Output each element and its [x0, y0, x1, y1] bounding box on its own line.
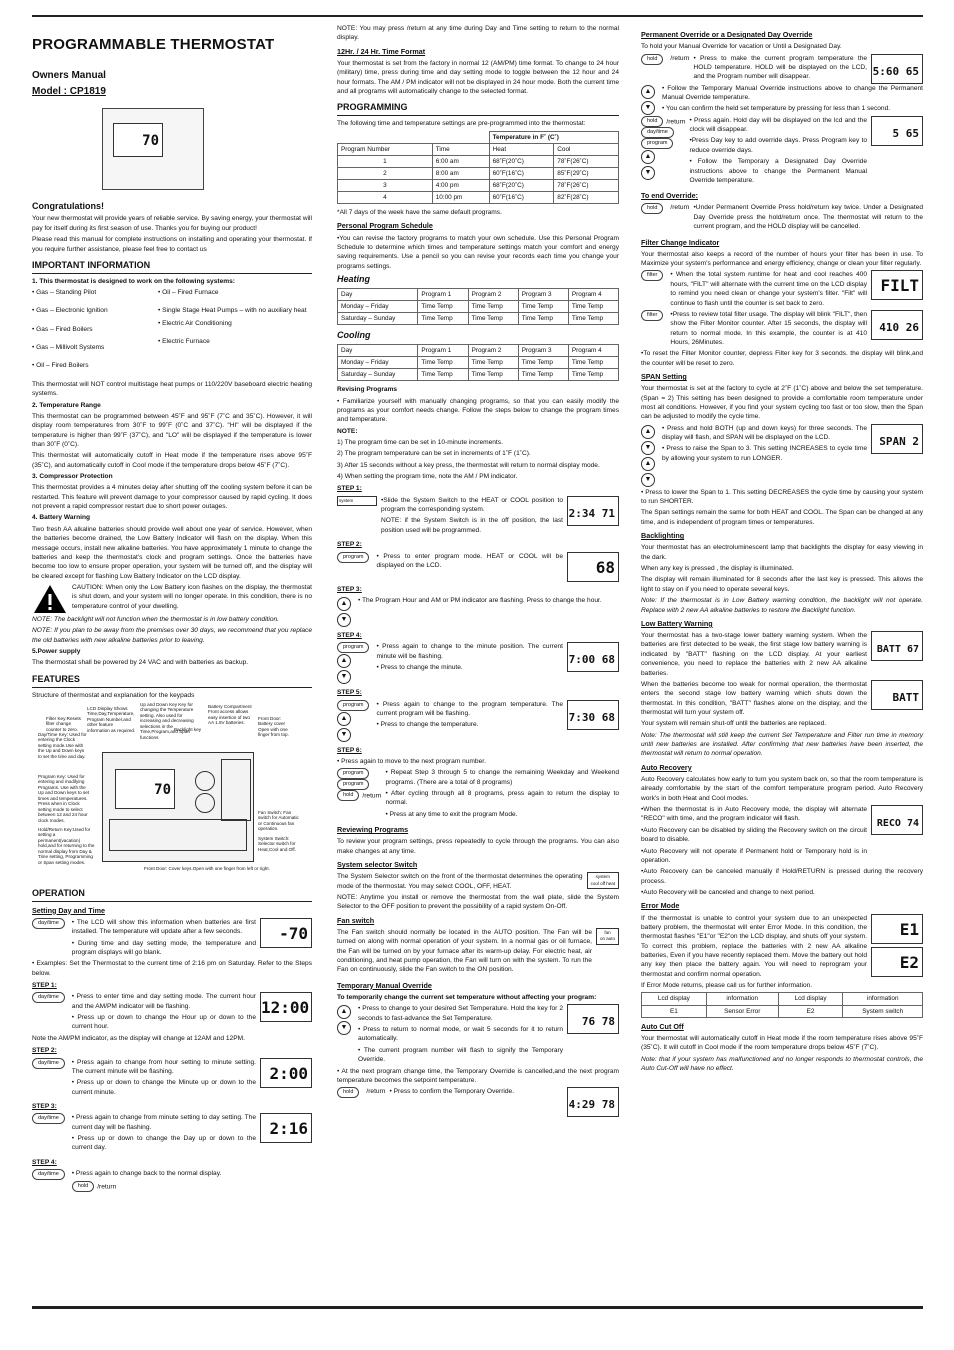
return-label: /return: [666, 117, 686, 125]
low-battery-note: Note: The thermostat will still keep the current Set Temperature and Filter run time in memory until new batteries are installed. After confirming that new batteries have been inserted, the thermostat will return to normal operation.: [641, 731, 923, 758]
note-heading: NOTE:: [337, 427, 358, 435]
filter-text: Your thermostat also keeps a record of the number of hours your filter has been in use. To Maximize your system's performance and energy efficiency, change or clean your filter regularly.: [641, 250, 923, 268]
step-text: • After cycling through all 8 programs, press again to return the display to normal.: [385, 790, 619, 807]
down-arrow-icon[interactable]: ▼: [641, 441, 655, 455]
feature-label: Hold/Return Key:Used for setting a permanent(vacation) hold,and for returning to the normal display from Day & Time setting, Programming or Span setting modes.: [38, 826, 95, 865]
lcd-display: 4:29 78: [567, 1087, 619, 1117]
temp-override-confirm: [337, 1087, 619, 1117]
hold-key[interactable]: hold: [72, 1181, 94, 1192]
top-rule: [32, 15, 923, 17]
fan-switch-graphic[interactable]: fan on auto: [596, 928, 619, 945]
lcd-display: 410 26: [871, 310, 923, 340]
auto-recovery-text: •Auto Recovery can be canceled manually if Hold/RETURN is pressed during the recovery process.: [641, 868, 923, 885]
hold-key[interactable]: hold: [641, 54, 663, 65]
daytime-key[interactable]: day/time: [32, 1113, 65, 1124]
temp-range-text: This thermostat can be programmed between 45˚F and 95˚F (7˚C and 35˚C). However, it will display room temperatures from 30˚F to 99˚F (0˚C and 37˚C). "HI" will be displayed if the temperature is higher than 99˚F (37˚C), and "LO" will be displayed if the temperature is lower than 30˚F (0˚C).: [32, 412, 312, 448]
system-selector-block: [337, 872, 619, 893]
lcd-display: 2:16: [260, 1113, 312, 1143]
program-key[interactable]: program: [641, 138, 673, 149]
span-block: [641, 424, 923, 488]
operation-heading: OPERATION: [32, 887, 312, 902]
page-title: PROGRAMMABLE THERMOSTAT: [32, 36, 275, 53]
system-selector-heading: System selector Switch: [337, 860, 418, 870]
feature-label: Battery Compartment Front access allows easy insertion of two AA 1.5V batteries.: [208, 703, 252, 726]
setday-block: [32, 918, 312, 959]
step-text: • During time and day setting mode, the temperature and program displays will go blank.: [71, 939, 256, 956]
feature-label: Program Key: Used for entering and modifying Programs. Use with the Up and Down keys to set times and temperatures. Press when in Clock setting mode to select between 12 and 24 hour clock modes.: [38, 773, 90, 823]
features-diagram: [32, 702, 312, 882]
power-heading: 5.Power supply: [32, 648, 81, 656]
table-superheader: Temperature in F˚ (C˚): [489, 131, 618, 143]
system-item: • Electric Furnace: [158, 338, 210, 346]
lcd-display: RECO 74: [871, 805, 923, 835]
daytime-key[interactable]: day/time: [32, 1058, 65, 1069]
lcd-display: 12:00: [260, 992, 312, 1022]
down-arrow-icon[interactable]: ▼: [641, 166, 655, 180]
table-row: 3 4:00 pm 68˚F(20˚C) 78˚F(26˚C): [338, 179, 619, 191]
filter-block-2: [641, 310, 923, 349]
down-key[interactable]: [195, 793, 215, 813]
table-header: Cool: [554, 143, 619, 155]
lcd-display: 2:34 71: [567, 496, 619, 526]
heating-table: Day Program 1 Program 2 Program 3 Program 4 Monday – Friday Time Temp Time Temp Time Temp Time Temp Saturday – Sunday Time Temp Time Temp Time Temp Time Temp: [337, 288, 619, 325]
perm-override-block-2: [641, 84, 923, 116]
step-text: • The LCD will show this information when batteries are first installed. The temperature will update after a few seconds.: [71, 918, 256, 936]
owners-manual: Owners Manual: [32, 70, 106, 82]
setting-day-heading: Setting Day and Time: [32, 905, 105, 915]
error-text: If the thermostat is unable to control your system due to an unexpected battery problem, the thermostat will enter Error Mode. In this condition, the thermostat flashes "E1"or "E2"on the LCD display, and shuts off your system. To correct this problem, replace the batteries with 2 new AA alkaline batteries, Even if you have recently replaced them. Move the battery out hold any key then place the battery again. You will need to reprogram your thermostat and confirm normal operation.: [641, 914, 867, 978]
step-text: • Press again to change from hour setting to minute setting. The current minute will be flashing.: [71, 1058, 256, 1075]
prog-step5: [337, 700, 619, 743]
filter-key[interactable]: filter: [641, 270, 663, 281]
thermostat-illustration: [102, 108, 204, 190]
note-item: 1) The program time can be set in 10-minute increments.: [337, 438, 503, 446]
error-table: Lcd display information Lcd display information E1 Sensor Error E2 System switch: [641, 992, 923, 1017]
caution-text: CAUTION: When only the Low Battery icon flashes on the display, the thermostat is shut down, and your system will no longer operate. In this condition, there is no temperature control of your dwelling.: [72, 583, 312, 610]
default-program-table: [337, 131, 619, 205]
step-text: • Press up or down to change the Minute up or down to the current minute.: [71, 1079, 256, 1096]
auto-recovery-block: [641, 805, 923, 867]
step-note: Note the AM/PM indicator, as the display will change at 12AM and 12PM.: [32, 1034, 245, 1042]
lcd-display: 76 78: [567, 1004, 619, 1034]
up-arrow-icon[interactable]: ▲: [337, 1005, 351, 1019]
auto-recovery-text: •When the thermostat is in Auto Recovery mode, the display will alternate "RECO" with time, and the program indicator will flash.: [641, 806, 867, 823]
backlight-text: Your thermostat has an electroluminescent lamp that backlights the display for easy viewing in the dark.: [641, 544, 923, 561]
system-item: • Electric Air Conditioning: [158, 319, 232, 327]
lcd-display: E1: [871, 914, 923, 944]
auto-cutoff-note: Note: that if your system has malfunctioned and no longer responds to thermostat controls, the Auto Cut-Off will have no effect.: [641, 1055, 923, 1072]
prog-step4: [337, 642, 619, 685]
up-key[interactable]: [195, 771, 215, 791]
step-text: • Press at any time to exit the program Mode.: [385, 810, 518, 818]
table-header: Heat: [489, 143, 554, 155]
span-text: Your thermostat is set at the factory to cycle at 2˚F (1˚C) above and below the set temperature. (Span = 2) This setting has been designed to provide a comfortable room temperature under most all conditions. However, if you find your system cycling too fast or too slow, then the Span can be adjusted to modify the cycle time.: [641, 385, 923, 421]
prog-step3: [337, 596, 619, 628]
caution-block: [32, 583, 312, 615]
step2-block: [32, 1058, 312, 1099]
prog-step1: [337, 496, 619, 537]
step-heading: STEP 4:: [32, 1158, 57, 1166]
step-heading: STEP 4:: [337, 631, 362, 639]
step-text: • Press again to change to the program temperature. The current program will be flashing.: [376, 700, 563, 717]
time-format-heading: 12Hr. / 24 Hr. Time Format: [337, 46, 426, 56]
step-heading: STEP 6:: [337, 746, 362, 754]
return-label: /return: [97, 1182, 117, 1190]
step-text: •Press Day key to add override days. Press Program key to reduce override days.: [689, 137, 867, 154]
feature-label: Day/Time Key: Used for entering the Clock setting mode.Use with the Up and Down keys to set the time and day.: [38, 731, 87, 759]
backlight-text: When any key is pressed , the display is illuminated.: [641, 565, 794, 573]
feature-label: Front Door: Battery cover Open with one finger from top.: [258, 715, 289, 738]
up-arrow-icon[interactable]: ▲: [337, 654, 351, 668]
step-text: • Press to change the temperature.: [376, 721, 479, 729]
device-screen: 70: [113, 123, 163, 157]
step-text: • Press again to change from minute setting to day setting. The current day will be flashing.: [71, 1114, 256, 1131]
revising-text: • Familiarize yourself with manually changing programs, so that you can easily modify the programs as your comfort needs change. Follow the steps below to change the program times and temperature.: [337, 397, 619, 424]
auto-recovery-text: •Auto Recovery can be disabled by sliding the Recovery switch on the circuit board to disable.: [641, 826, 867, 844]
note-backlight: NOTE: The backlight will not function when the thermostat is in low battery condition.: [32, 615, 280, 623]
lcd-display: 7:00 68: [567, 642, 619, 672]
up-arrow-icon[interactable]: ▲: [641, 425, 655, 439]
hold-key[interactable]: hold: [337, 1087, 359, 1098]
fan-switch-heading: Fan switch: [337, 915, 375, 925]
down-arrow-icon[interactable]: ▼: [337, 728, 351, 742]
span-text: • Press to lower the Span to 1. This setting DECREASES the cycle time by causing your system to run SHORTER.: [641, 488, 923, 506]
auto-recovery-text: Auto Recovery calculates how early to turn you system back on, so that the room temperature is already comfortable by the start of the comfort temperature program period. Auto Recovery work's in both Heat and Cool modes.: [641, 776, 923, 802]
span-text: • Press and hold BOTH (up and down keys) for three seconds. The display will flash, and SPAN will be displayed on the LCD.: [662, 424, 867, 442]
step-text: • You can confirm the held set temperature by pressing for less than 1 second.: [662, 105, 891, 113]
lcd-display: BATT 67: [871, 631, 923, 661]
hold-key[interactable]: hold: [337, 790, 359, 801]
step-heading: STEP 3:: [337, 585, 362, 593]
system-switch[interactable]: system: [337, 496, 377, 506]
step-heading: STEP 3:: [32, 1103, 57, 1110]
up-arrow-icon[interactable]: ▲: [337, 712, 351, 726]
lcd-display: 2:00: [260, 1058, 312, 1088]
step-text: • At the next program change time, the Temporary Override is cancelled,and the next program temperature becomes the setpoint temperature.: [337, 1067, 619, 1084]
low-battery-text: When the batteries become too weak for normal operation, the thermostat enters the second stage low battery warning which shuts down the thermostat. In this condition, "BATT" flashes alone on the display, and the thermostat will turn your system off.: [641, 680, 867, 716]
table-header: Program Number: [338, 143, 433, 155]
perm-override-text: To hold your Manual Override for vacation or Until a Designated Day.: [641, 43, 842, 51]
heating-heading: Heating: [337, 274, 371, 285]
column-3: [641, 24, 923, 1075]
table-row: E1 Sensor Error E2 System switch: [642, 1005, 923, 1017]
program-key[interactable]: program: [337, 700, 369, 711]
feature-label: Backlight key: [174, 726, 202, 732]
system-selector-text: The System Selector switch on the front of the thermostat determines the operating mode of the thermostat. You may select COOL, OFF, HEAT.: [337, 873, 583, 890]
note-item: 3) After 15 seconds without a key press, the thermostat will return to normal display mode.: [337, 461, 600, 469]
filter-key[interactable]: filter: [641, 310, 663, 321]
perm-override-block: [641, 54, 923, 84]
power-text: The thermostat shall be powered by 24 VAC and with batteries as backup.: [32, 659, 249, 667]
system-item: • Gas – Fired Boilers: [32, 325, 93, 333]
program-key[interactable]: program: [337, 642, 369, 653]
filter-heading: Filter Change Indicator: [641, 237, 720, 247]
down-arrow-icon[interactable]: ▼: [337, 613, 351, 627]
prog-step2: [337, 552, 619, 582]
step-text: • Press again. Hold day will be displayed on the lcd and the clock will disappear.: [689, 116, 867, 134]
warning-icon: [32, 583, 68, 615]
low-battery-block: [641, 631, 923, 680]
perm-override-heading: Permanent Override or a Designated Day Override: [641, 30, 813, 39]
feature-label: Front Door: Cover keys.Open with one finger from left or right.: [144, 865, 270, 871]
features-heading: FEATURES: [32, 673, 312, 688]
return-label: /return: [366, 1088, 386, 1096]
table-row: Saturday – Sunday Time Temp Time Temp Time Temp Time Temp: [338, 313, 619, 325]
feature-label: Fan Switch: Fan switch for Automatic or Continuous fan operation.: [258, 809, 299, 832]
lcd-display: SPAN 2: [871, 424, 923, 454]
system-item: • Single Stage Heat Pumps – with no auxiliary heat: [158, 307, 307, 315]
cooling-heading: Cooling: [337, 330, 371, 341]
up-arrow-icon[interactable]: ▲: [641, 85, 655, 99]
temp-range-text-2: This thermostat will automatically cutoff in Heat mode if the temperature rises above 95˚F (35˚C), and automatically cutoff in Cool mode if the temperature drops below 45˚F (7˚C).: [32, 452, 312, 469]
personal-schedule-heading: Personal Program Schedule: [337, 221, 433, 231]
note-item: 2) The program temperature can be set in increments of 1˚F (1˚C).: [337, 450, 531, 458]
congrats-text-2: Please read this manual for complete instructions on installing and operating your thermostat. If you require further assistance, please feel free to contact us: [32, 236, 312, 253]
program-key[interactable]: program: [337, 779, 369, 790]
feature-label: LCD Display Shows Time,Day,Temperature, Program Number,and other feature information as required.: [87, 705, 136, 733]
column-1: [32, 24, 312, 1192]
fan-block: [337, 928, 619, 977]
time-format-text: Your thermostat is set from the factory in normal 12 (AM/PM) time format. To change to 24 hour (military) time, press during time and day setting mode to toggle between the 12 hour and 24 hour formats. The AM / PM indicator will not be displayed in 24 hour mode. Both the current time and all programs will automatically change to the selected format.: [337, 59, 619, 96]
lcd-display: 5 65: [871, 116, 923, 146]
note-item: 4) When setting the program time, note the AM / PM indicator.: [337, 473, 518, 481]
reviewing-text: To review your program settings, press repeatedly to cycle through the programs. You can also make changes at any time.: [337, 838, 619, 855]
up-arrow-icon[interactable]: ▲: [641, 150, 655, 164]
span-text: • Press to raise the Span to 3. This setting INCREASES to cycle time by allowing your system to run LONGER.: [662, 445, 867, 462]
filter-text: •Press to review total filter usage. The display will blink "FILT", then show the Filter Monitor counter. After 15 seconds, the display will return to normal mode. In this example, the counter is at 410 Hours, 26Minutes.: [670, 310, 867, 346]
auto-recovery-text: •Auto Recovery will not operate if Permanent hold or Temporary hold is in operation.: [641, 847, 867, 864]
error-mode-heading: Error Mode: [641, 901, 680, 911]
filter-text: • When the total system runtime for heat and cool reaches 400 hours, "FILT" will alternate with the current time on the LCD display to remind you need clean or change your system's filter. "Filt" will continue to flash until the counter is set back to zero.: [670, 271, 867, 307]
temp-override-heading: Temporary Manual Override: [337, 980, 432, 990]
note-away: NOTE: If you plan to be away from the premises over 30 days, we recommend that you replace the old batteries with new alkaline batteries prior to leaving.: [32, 627, 312, 644]
features-text: Structure of thermostat and explanation for the keypads: [32, 691, 195, 699]
system-item: • Oil – Fired Boilers: [32, 362, 89, 370]
step-text: • Follow the Temporary Manual Override instructions above to change the Permanent Manual Override temperature.: [662, 84, 923, 102]
table-row: Monday – Friday Time Temp Time Temp Time Temp Time Temp: [338, 300, 619, 312]
down-arrow-icon[interactable]: ▼: [337, 1021, 351, 1035]
step-text: • Press to return to normal mode, or wait 5 seconds for it to return automatically.: [358, 1026, 563, 1043]
low-battery-heading: Low Battery Warning: [641, 618, 713, 628]
hold-key[interactable]: hold: [641, 203, 663, 214]
down-arrow-icon[interactable]: ▼: [337, 670, 351, 684]
feature-screen: 70: [115, 769, 175, 809]
model-number: Model : CP1819: [32, 86, 106, 98]
congrats-heading: Congratulations!: [32, 200, 104, 211]
table-row: 2 8:00 am 60˚F(16˚C) 85˚F(29˚C): [338, 167, 619, 179]
systems-intro: 1. This thermostat is designed to work on the following systems:: [32, 277, 235, 285]
filter-text: •To reset the Filter Monitor counter, depress Filter key for 3 seconds. the display will blink,and the counter will be reset to zero.: [641, 350, 923, 367]
step-text: • Follow the Temporary a Designated Day Override instructions above to change the Permanent Manual Override temperature.: [689, 158, 867, 184]
battery-compartment: [221, 759, 251, 821]
systems-list: [32, 288, 312, 380]
error-block: [641, 914, 923, 982]
error-text: If Error Mode returns, please call us for further information.: [641, 982, 813, 990]
table-note: *All 7 days of the week have the same default programs.: [337, 209, 502, 217]
programming-text: The following time and temperature settings are pre-programmed into the thermostat:: [337, 120, 586, 128]
step-text: • Press again to change to the minute position. The current minute will be flashing.: [376, 643, 563, 660]
column-2: [337, 24, 619, 1117]
compressor-text: This thermostat provides a 4 minutes delay after shutting off the cooling system before it can be restarted. This feature will prevent damage to your compressor caused by rapid cycling. It does not prevent a rapid compressor restart due to short power outages.: [32, 484, 312, 511]
down-arrow-icon[interactable]: ▼: [641, 473, 655, 487]
step-heading: STEP 2:: [337, 541, 362, 549]
feature-label: Filter Key:Resets filter change counter to zero.: [46, 715, 81, 732]
table-header: Time: [432, 143, 489, 155]
daytime-key[interactable]: day/time: [641, 127, 674, 138]
fan-switch-text: The Fan switch should normally be located in the AUTO position. The Fan will be turned on along with normal operation of your system. In a normal gas or oil furnace, the Fan will be turned on by your furnace after its warm-up delay. For electric heat, air conditioning, and heat pump operation, the Fan will turn on with the system. To run the Fan on continuously, slide the Fan switch to the ON position.: [337, 928, 592, 974]
return-label: /return: [670, 54, 690, 62]
step-text: • Press to make the current program temperature the HOLD temperature. HOLD will be displayed on the LCD, and the Program number will disappear.: [693, 54, 867, 81]
step-text: • Press again to move to the next program number.: [337, 758, 486, 765]
step3-block: [32, 1113, 312, 1154]
system-item: • Gas – Electronic Ignition: [32, 307, 108, 315]
temp-override-intro: To temporarily change the current set temperature without affecting your program:: [337, 993, 597, 1001]
step-text: • The current program number will flash to signify the Temporary Override.: [358, 1046, 563, 1064]
step-heading: STEP 1:: [337, 485, 362, 493]
battery-heading: 4. Battery Warning: [32, 514, 91, 522]
step-text: • Press to change the minute.: [376, 664, 463, 671]
low-battery-text: Your system will remain shut-off until the batteries are replaced.: [641, 720, 827, 728]
system-item: • Gas – Millivolt Systems: [32, 344, 105, 352]
auto-recovery-text: •Auto Recovery will be canceled and change to next period.: [641, 888, 815, 896]
step-heading: STEP 5:: [337, 689, 362, 697]
bottom-rule: [32, 1306, 923, 1309]
up-arrow-icon[interactable]: ▲: [337, 597, 351, 611]
end-override-text: •Under Permanent Override Press hold/return key twice. Under a Designated Day Override press the hold/return once. The thermostat will return to the current program, and the HOLD display will be cancelled.: [693, 204, 923, 231]
compressor-heading: 3. Compressor Protection: [32, 473, 113, 481]
table-row: Monday – Friday Time Temp Time Temp Time Temp Time Temp: [338, 356, 619, 368]
step4-block: [32, 1169, 312, 1191]
feature-label: Up and Down Key Key for changing the Temperature setting. Also used for increasing and decreasing selections in the Time,Program,and Span functions: [140, 701, 194, 740]
programming-heading: PROGRAMMING: [337, 101, 619, 116]
prog-step6: [337, 768, 619, 821]
temp-override-block: [337, 1004, 619, 1066]
lcd-display: -70: [260, 918, 312, 948]
step-text: • Press up or down to change the Hour up or down to the current hour.: [71, 1014, 256, 1031]
daytime-key[interactable]: day/time: [32, 1169, 65, 1180]
backlight-text: The display will remain illuminated for 8 seconds after the last key is pressed. This allows the light to stay on if you need to operate several keys.: [641, 576, 923, 593]
step-heading: STEP 1:: [32, 982, 57, 990]
thermostat-front: [102, 752, 254, 862]
filter-block: [641, 270, 923, 309]
step-text: • Press again to change back to the normal display.: [71, 1170, 222, 1178]
step-text: • Repeat Step 3 through 5 to change the remaining Weekday and Weekend programs. (There are a total of 8 programs): [385, 769, 619, 786]
low-battery-block-2: [641, 680, 923, 719]
important-heading: IMPORTANT INFORMATION: [32, 259, 312, 274]
perm-override-block-3: [641, 116, 923, 188]
cooling-table: Day Program 1 Program 2 Program 3 Program 4 Monday – Friday Time Temp Time Temp Time Temp Time Temp Saturday – Sunday Time Temp Time Temp Time Temp Time Temp: [337, 344, 619, 381]
lcd-display: FILT: [871, 270, 923, 300]
auto-recovery-heading: Auto Recovery: [641, 762, 692, 772]
hold-key[interactable]: hold: [641, 116, 663, 127]
down-arrow-icon[interactable]: ▼: [641, 101, 655, 115]
step1-block: [32, 992, 312, 1033]
system-switch-graphic[interactable]: system cool off heat: [587, 872, 619, 889]
auto-cutoff-heading: Auto Cut Off: [641, 1021, 684, 1031]
lcd-display: BATT: [871, 680, 923, 710]
step-text: • Press to change to your desired Set Temperature. Hold the key for 2 seconds to fast-advance the Set Temperature.: [358, 1005, 563, 1022]
span-heading: SPAN Setting: [641, 372, 687, 382]
reviewing-heading: Reviewing Programs: [337, 825, 409, 835]
step-heading: STEP 2:: [32, 1047, 57, 1055]
up-arrow-icon[interactable]: ▲: [641, 457, 655, 471]
step-text: • Press to confirm the Temporary Override.: [389, 1088, 515, 1096]
program-key[interactable]: program: [337, 552, 369, 563]
system-selector-note: NOTE: Anytime you install or remove the thermostat from the wall plate, slide the System Selector to the OFF position to prevent the possibility of a rapid system On-Off.: [337, 894, 619, 911]
step-text: • Press up or down to change the Day up or down to the current day.: [71, 1135, 256, 1152]
program-key[interactable]: program: [337, 768, 369, 779]
lcd-display: E2: [871, 947, 923, 977]
battery-text: Two fresh AA alkaline batteries should provide well about one year of service. However, when the batteries become drained, the Low Battery Indicator will flash on the display. When this message occurs, install new alkaline batteries. You have approximately 1 minute to change the batteries and keep the thermostat's clock and program settings. Once the batteries have become too low to ensure proper operation, your system will be turned off, and the display will be cleared except for flashing Low Battery Indicator on the LCD display.: [32, 525, 312, 580]
step-text: •Slide the System Switch to the HEAT or COOL position to program the corresponding system.: [381, 496, 563, 514]
system-item: • Gas – Standing Pilot: [32, 289, 97, 296]
front-door[interactable]: [109, 819, 247, 851]
end-override-heading: To end Override:: [641, 191, 698, 201]
step-text: • Press to enter time and day setting mode. The current hour and the AM/PM indicator will be flashing.: [71, 993, 256, 1010]
return-label: /return: [362, 792, 382, 800]
table-row: 4 10:00 pm 60˚F(16˚C) 82˚F(28˚C): [338, 191, 619, 203]
low-battery-text: Your thermostat has a two-stage lower battery warning system. When the batteries are first detected to be weak, the first stage low battery warning is indicated by "BATT" flashing on the LCD display. At your earliest convenience, you need to replace the batteries with 2 new AA alkaline batteries.: [641, 632, 867, 677]
congrats-text: Your new thermostat will provide years of reliable service. By saving energy, your thermostat will pay for itself during its first season of use. Thanks you for buying our product!: [32, 215, 312, 232]
span-text: The Span settings remain the same for both HEAT and COOL. The Span can be changed at any time, and is independent of program times or temperatures.: [641, 509, 923, 526]
lcd-display: 68: [567, 552, 619, 582]
feature-label: System Switch: Selector switch for Heat,Cool and Off.: [258, 835, 296, 852]
backlight-heading: Backlighting: [641, 531, 685, 541]
daytime-key[interactable]: day/time: [32, 992, 65, 1003]
return-label: /return: [670, 204, 690, 212]
lcd-display: 5:60 65: [871, 54, 923, 84]
daytime-key[interactable]: day/time: [32, 918, 65, 929]
table-row: 1 6:00 am 68˚F(20˚C) 78˚F(26˚C): [338, 155, 619, 167]
step-text: NOTE: if the System Switch is in the off position, the last position used will be programmed.: [381, 517, 563, 534]
not-control-text: This thermostat will NOT control multistage heat pumps or 110/220V baseboard electric heating systems.: [32, 380, 312, 398]
revising-heading: Revising Programs: [337, 386, 398, 394]
end-override-block: [641, 203, 923, 233]
personal-schedule-text: •You can revise the factory programs to match your own schedule. Use this Personal Program Schedule to determine which times and temperature settings match your comfort and energy saving requirements. Use a pencil so you can revise your records each time you change your programs settings.: [337, 234, 619, 270]
step-text: • The Program Hour and AM or PM indicator are flashing. Press to change the hour.: [358, 596, 602, 604]
example-text: • Examples: Set the Thermostat to the current time of 2:16 pm on Saturday. Refer to the Steps below.: [32, 960, 312, 977]
backlight-note: Note: If the thermostat is in Low Battery warning condition, the backlight will not operate. Replace with 2 new AA alkaline batteries to restore the Backlight function.: [641, 597, 923, 614]
note-top: NOTE: You may press /return at any time during Day and Time setting to return to the normal display.: [337, 25, 619, 42]
table-row: Saturday – Sunday Time Temp Time Temp Time Temp Time Temp: [338, 369, 619, 381]
system-item: • Oil – Fired Furnace: [158, 289, 219, 296]
temp-range-heading: 2. Temperature Range: [32, 401, 101, 409]
step-text: • Press to enter program mode. HEAT or COOL will be displayed on the LCD.: [376, 552, 563, 569]
auto-cutoff-text: Your thermostat will automatically cutoff in Heat mode if the room temperature rises above 95˚F (35˚C). It will cutoff in Cool mode if the room temperature drops below 45˚F (7˚C).: [641, 1034, 923, 1052]
lcd-display: 7:30 68: [567, 700, 619, 730]
